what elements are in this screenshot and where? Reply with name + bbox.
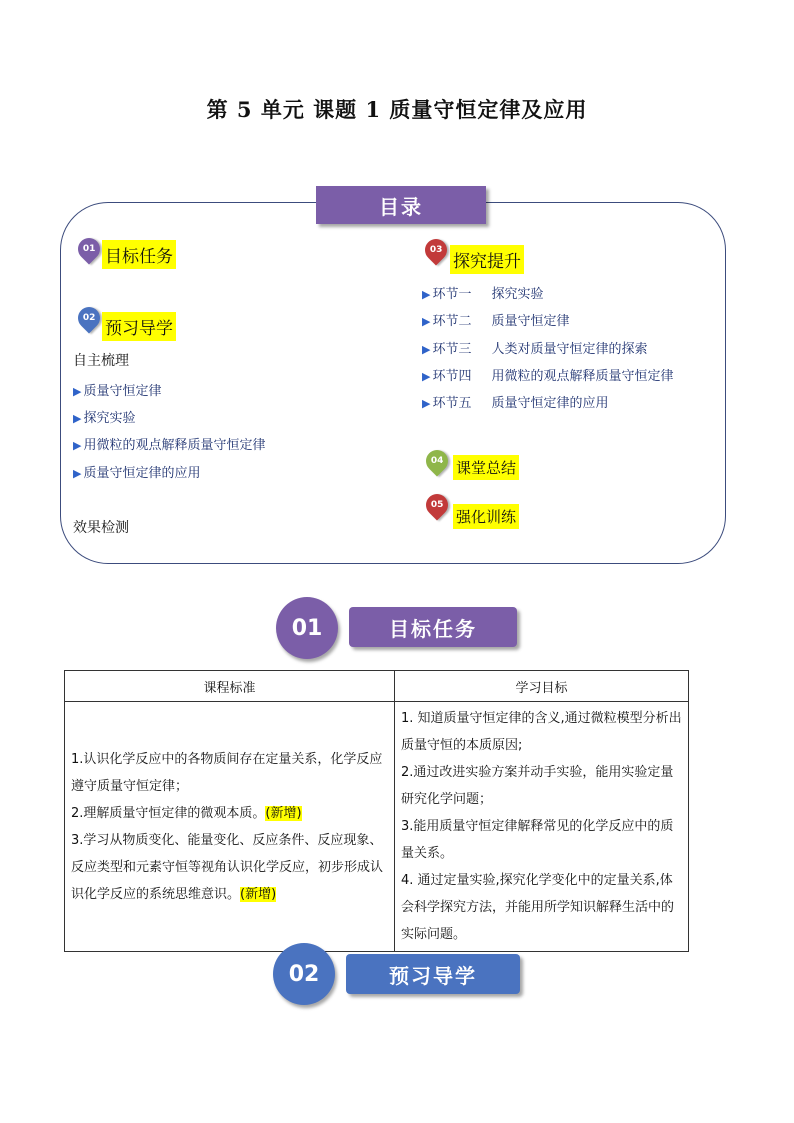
toc-badge-03: 03 (420, 234, 451, 265)
triangle-right-icon: ▶ (422, 370, 431, 383)
new-tag: (新增) (265, 805, 302, 821)
toc-right-item[interactable]: ▶ 环节三 人类对质量守恒定律的探索 (422, 342, 648, 357)
table-header-goals: 学习目标 (395, 671, 689, 702)
toc-link-training[interactable]: 强化训练 (453, 504, 519, 529)
goals-cell (395, 702, 689, 952)
triangle-right-icon: ▶ (422, 397, 431, 410)
table-header-standard: 课程标准 (65, 671, 395, 702)
standard-item: 2.理解质量守恒定律的微观本质。(新增) (71, 805, 302, 821)
goal-item: 1. 知道质量守恒定律的含义,通过微粒模型分析出质量守恒的本质原因; (401, 711, 682, 753)
section-title-target-tasks: 目标任务 (349, 607, 517, 647)
toc-badge-04: 04 (421, 445, 452, 476)
goal-item: 2.通过改进实验方案并动手实验，能用实验定量研究化学问题； (401, 765, 674, 807)
toc-self-review[interactable]: 自主梳理 (73, 353, 129, 369)
triangle-right-icon: ▶ (422, 315, 431, 328)
goal-item: 3.能用质量守恒定律解释常见的化学反应中的质量关系。 (401, 819, 674, 861)
toc-link-preview[interactable]: 预习导学 (102, 312, 176, 341)
standard-item: 1.认识化学反应中的各物质间存在定量关系，化学反应遵守质量守恒定律； (71, 751, 383, 794)
triangle-right-icon: ▶ (422, 343, 431, 356)
standards-cell (65, 702, 395, 952)
triangle-right-icon: ▶ (73, 439, 82, 452)
toc-link-summary[interactable]: 课堂总结 (453, 455, 519, 480)
toc-right-item[interactable]: ▶ 环节四 用微粒的观点解释质量守恒定律 (422, 369, 674, 384)
toc-left-item[interactable]: ▶ 探究实验 (73, 411, 136, 426)
toc-link-target-tasks[interactable]: 目标任务 (102, 240, 176, 269)
toc-left-item[interactable]: ▶ 质量守恒定律的应用 (73, 466, 201, 481)
goal-item: 4. 通过定量实验,探究化学变化中的定量关系,体会科学探究方法，并能用所学知识解释生活中的实际问题。 (401, 873, 675, 942)
triangle-right-icon: ▶ (422, 288, 431, 301)
standard-item: 3.学习从物质变化、能量变化、反应条件、反应现象、反应类型和元素守恒等视角认识化学反应，初步形成认识化学反应的系统思维意识。(新增) (71, 832, 384, 902)
section-number-01: 01 (276, 597, 338, 659)
toc-link-explore[interactable]: 探究提升 (450, 245, 524, 274)
toc-left-item[interactable]: ▶ 质量守恒定律 (73, 384, 162, 399)
section-number-02: 02 (273, 943, 335, 1005)
toc-badge-02: 02 (73, 302, 104, 333)
toc-right-item[interactable]: ▶ 环节二 质量守恒定律 (422, 314, 570, 329)
triangle-right-icon: ▶ (73, 412, 82, 425)
toc-badge-01: 01 (73, 233, 104, 264)
page-title: 第 5 单元 课题 1 质量守恒定律及应用 (206, 97, 588, 122)
toc-badge-05: 05 (421, 489, 452, 520)
triangle-right-icon: ▶ (73, 385, 82, 398)
toc-effect-check[interactable]: 效果检测 (73, 520, 129, 536)
toc-right-item[interactable]: ▶ 环节五 质量守恒定律的应用 (422, 396, 609, 411)
standards-table (64, 670, 689, 952)
new-tag: (新增) (240, 886, 277, 902)
triangle-right-icon: ▶ (73, 467, 82, 480)
toc-tab: 目录 (316, 186, 486, 224)
toc-right-item[interactable]: ▶ 环节一 探究实验 (422, 287, 544, 302)
section-title-preview: 预习导学 (346, 954, 520, 994)
toc-left-item[interactable]: ▶ 用微粒的观点解释质量守恒定律 (73, 438, 266, 453)
